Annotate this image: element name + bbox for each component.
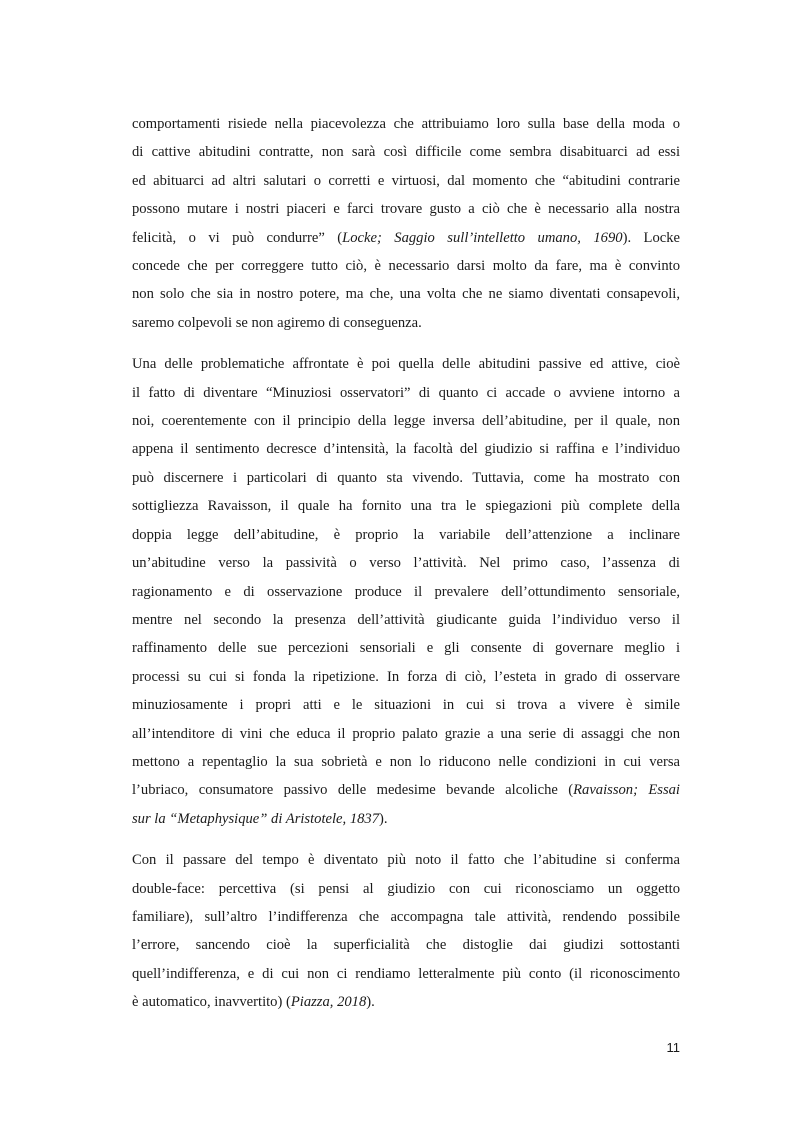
text-line (132, 110, 680, 138)
text-line (132, 634, 680, 662)
text-line (132, 138, 680, 166)
text-run: saremo colpevoli se non agiremo di conseguenza. (132, 314, 422, 331)
text-run: doppia legge dell’abitudine, è proprio la variabile dell’attenzione a inclinare (132, 526, 680, 543)
text-line (132, 846, 680, 874)
text-line (132, 407, 680, 435)
text-run: quell’indifferenza, e di cui non ci rendiamo letteralmente più conto (il riconoscimento (132, 965, 680, 982)
text-line (132, 988, 680, 1016)
text-line (132, 167, 680, 195)
citation: Locke; Saggio sull’intelletto umano, 1690 (342, 229, 623, 246)
text-run: possono mutare i nostri piaceri e farci trovare gusto a ciò che è necessario alla nostra (132, 201, 680, 218)
text-line (132, 350, 680, 378)
text-run: mettono a repentaglio la sua sobrietà e non lo riducono nelle condizioni in cui versa (132, 753, 680, 770)
text-run: ed abituarci ad altri salutari o corretti e virtuosi, dal momento che “abitudini contrarie (132, 172, 680, 189)
text-line (132, 435, 680, 463)
text-line (132, 379, 680, 407)
text-line (132, 309, 680, 337)
text-run: felicità, o vi può condurre” ( (132, 229, 343, 246)
text-run: l’errore, sancendo cioè la superficialità che distoglie dai giudizi sottostanti (132, 937, 680, 954)
text-run: noi, coerentemente con il principio della legge inversa dell’abitudine, per il quale, non (132, 413, 680, 430)
text-run: sottigliezza Ravaisson, il quale ha fornito una tra le spiegazioni più complete della (132, 498, 680, 515)
text-run: l’ubriaco, consumatore passivo delle medesime bevande alcoliche ( (132, 782, 574, 799)
text-line (132, 549, 680, 577)
text-line (132, 748, 680, 776)
citation: sur la “Metaphysique” di Aristotele, 1837 (132, 810, 380, 827)
paragraph (132, 110, 680, 337)
text-line (132, 931, 680, 959)
text-run: ). (379, 810, 388, 827)
text-line (132, 252, 680, 280)
text-run: Una delle problematiche affrontate è poi quella delle abitudini passive ed attive, cioè (132, 356, 680, 373)
text-run: il fatto di diventare “Minuziosi osservatori” di quanto ci accade o avviene intorno a (132, 384, 680, 401)
text-run: mentre nel secondo la presenza dell’attività giudicante guida l’individuo verso il (132, 611, 680, 628)
text-run: di cattive abitudini contratte, non sarà così difficile come sembra disabituarci ad essi (132, 144, 680, 161)
text-run: appena il sentimento decresce d’intensità, la facoltà del giudizio si raffina e l’individuo (132, 441, 680, 458)
text-line (132, 691, 680, 719)
text-run: raffinamento delle sue percezioni sensoriali e gli consente di governare meglio i (132, 640, 680, 657)
text-run: un’abitudine verso la passività o verso l’attività. Nel primo caso, l’assenza di (132, 555, 680, 572)
text-line (132, 224, 680, 252)
text-line (132, 606, 680, 634)
text-run: double-face: percettiva (si pensi al giudizio con cui riconosciamo un oggetto (132, 880, 680, 897)
paragraph (132, 846, 680, 1016)
text-line (132, 903, 680, 931)
text-run: processi su cui si fonda la ripetizione. In forza di ciò, l’esteta in grado di osservare (132, 668, 680, 685)
text-run: non solo che sia in nostro potere, ma che, una volta che ne siamo diventati consapevoli, (132, 286, 680, 303)
text-line (132, 280, 680, 308)
body-text (132, 110, 680, 1030)
text-line (132, 720, 680, 748)
paragraph (132, 350, 680, 833)
text-run: ). Locke (622, 229, 680, 246)
text-line (132, 805, 680, 833)
text-line (132, 464, 680, 492)
text-run: ragionamento e di osservazione produce il prevalere dell’ottundimento sensoriale, (132, 583, 680, 600)
text-run: all’intenditore di vini che educa il proprio palato grazie a una serie di assaggi che non (132, 725, 680, 742)
text-line (132, 492, 680, 520)
page-number: 11 (666, 1040, 680, 1055)
text-run: può discernere i particolari di quanto sta vivendo. Tuttavia, come ha mostrato con (132, 469, 680, 486)
text-run: concede che per correggere tutto ciò, è necessario darsi molto da fare, ma è convinto (132, 258, 680, 275)
text-line (132, 195, 680, 223)
text-run: è automatico, inavvertito) ( (132, 994, 291, 1011)
text-line (132, 960, 680, 988)
citation: Piazza, 2018 (290, 994, 367, 1011)
text-line (132, 578, 680, 606)
text-run: Con il passare del tempo è diventato più noto il fatto che l’abitudine si conferma (132, 852, 680, 869)
text-line (132, 776, 680, 804)
text-run: familiare), sull’altro l’indifferenza che accompagna tale attività, rendendo possibile (132, 908, 680, 925)
text-run: minuziosamente i propri atti e le situazioni in cui si trova a vivere è simile (132, 697, 680, 714)
text-line (132, 521, 680, 549)
text-run: comportamenti risiede nella piacevolezza che attribuiamo loro sulla base della moda o (132, 116, 680, 132)
text-run: ). (366, 994, 375, 1011)
text-line (132, 663, 680, 691)
citation: Ravaisson; Essai (573, 782, 680, 799)
text-line (132, 875, 680, 903)
